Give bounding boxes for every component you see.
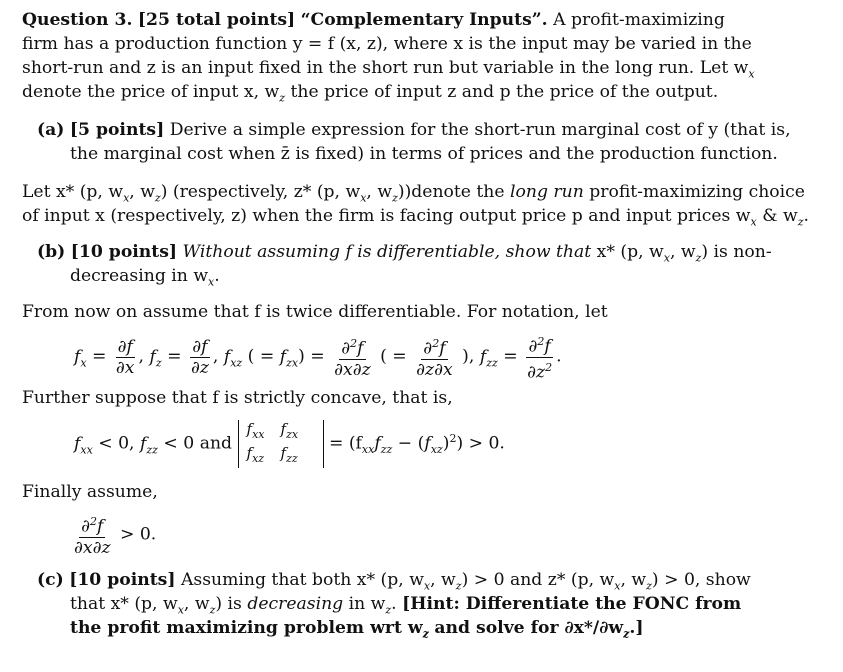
question-line-1 [22,8,725,32]
hint-text: [Hint: Differentiate the FONC from [402,594,742,614]
part-c-points: [10 points] [69,570,176,590]
part-b-points: [10 points] [70,242,178,262]
question-line-4: denote the price of input x, $w_z$ the price of input z and p the price of the output. [22,82,719,105]
part-a-label: (a) [37,120,65,140]
part-a [37,118,791,142]
part-c: (c) [10 points] Assuming that both x* (p, $w_x$, $w_z) > 0$ and z* (p, $w_x$, $w_z) > 0$, show [37,570,751,593]
fraction-d2f-dzdx: $\frac{\partial^2f}{\partial z\partial x}$ [414,334,455,380]
part-b-label: (b) [37,242,66,262]
part-c-line-3: the profit maximizing problem wrt $w_z$ and solve for $\partial x*/\partial w_z$.] [70,618,644,641]
question-points: [25 total points] [137,10,296,30]
concavity-condition: $f_{xx} < 0$, $f_{zz} < 0$ and $f_{xx}$ $f_{zx}$ $f_{xz}$ $f_{zz}$ = $(f_{xx}f_{zz} - (f_{xz})^2) > 0$. [74,420,505,468]
long-run-line-2: of input x (respectively, z) when the firm is facing output price p and input prices $w_x$ & $w_z$. [22,206,809,229]
question-line-2: firm has a production function y = f (x, z), where x is the input may be varied in the [22,34,752,54]
part-a-text: Derive a simple expression for the short-run marginal cost of y (that is, [169,120,791,140]
fraction-d2f-dz2: $\frac{\partial^2f}{\partial z^2}$ [525,332,554,382]
fraction-df-dx: $\frac{\partial f}{\partial x}$ [115,336,135,378]
assumption-equation: $\frac{\partial^2f}{\partial x\partial z}$ > 0. [70,512,156,558]
fraction-cross-partial: $\frac{\partial^2f}{\partial x\partial z}$ [72,512,113,558]
part-c-label: (c) [37,570,64,590]
long-run-line-1: Let x* (p, $w_x$, $w_z$) (respectively, z* (p, $w_x$, $w_z))denote$ the long run profit-maximizing choice [22,182,805,205]
question-line-3: short-run and z is an input fixed in the short run but variable in the long run. Let $w_x$ [22,58,755,81]
finally-line: Finally assume, [22,482,158,502]
part-c-line-2: that x* (p, $w_x$, $w_z$) is decreasing in $w_z$. [Hint: Differentiate the FONC from [70,594,742,617]
fraction-d2f-dxdz: $\frac{\partial^2f}{\partial x\partial z}$ [332,334,373,380]
hessian-determinant: $f_{xx}$ $f_{zx}$ $f_{xz}$ $f_{zz}$ [238,420,324,468]
question-number: Question 3. [22,10,133,30]
question-intro: A profit-maximizing [553,10,725,30]
concave-line: Further suppose that f is strictly concave, that is, [22,388,453,408]
part-b: (b) [10 points] Without assuming f is differentiable, show that x* (p, $w_x$, $w_z$) is non- [37,242,772,265]
part-a-points: [5 points] [69,120,165,140]
part-b-line-2: decreasing in $w_x$. [70,266,220,289]
notation-equation: $f_x$ = $\frac{\partial f}{\partial x}$ , $f_z$ = $\frac{\partial f}{\partial z}$ , $f_{xz}$ ( = $f_{zx}$) = $\frac{\partial^2f}{\partial x\partial z}$ ( = $\frac{\partial^2f}{\partial z\partial x}$ ), $f_{zz}$ = $\frac{\partial^2f}{\partial z^2}$ . [74,332,562,382]
fraction-df-dz: $\frac{\partial f}{\partial z}$ [190,336,209,378]
part-a-line-2: the marginal cost when z̄ is fixed) in terms of prices and the production function. [70,144,778,164]
question-title: “Complementary Inputs”. [300,10,548,30]
notation-line: From now on assume that f is twice differentiable. For notation, let [22,302,608,322]
